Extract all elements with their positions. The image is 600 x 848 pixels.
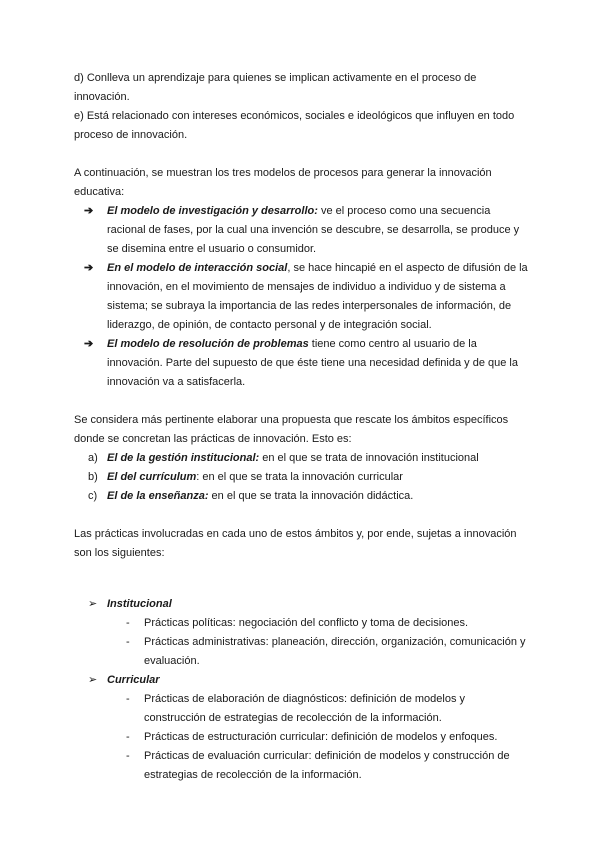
area-item-teaching <box>74 487 529 506</box>
practice-item <box>74 690 529 728</box>
practice-text: Prácticas de elaboración de diagnósticos: definición de modelos y construcción de estrategias de recolección de la información. <box>144 693 466 724</box>
model-text: ve el proceso como una secuencia racional de fases, por la cual una invención se descubre, se desarrolla, se produce y se disemina entre el usuario o consumidor. <box>107 205 520 255</box>
item-e: e) Está relacionado con intereses económicos, sociales e ideológicos que influyen en todo proceso de innovación. <box>74 110 515 141</box>
areas-intro: Se considera más pertinente elaborar una propuesta que rescate los ámbitos específicos donde se concretan las prácticas de innovación. Esto es: <box>74 414 509 445</box>
model-text: , se hace hincapié en el aspecto de difusión de la innovación, en el movimiento de mensajes de individuo a individuo y de sistema a sistema; se subraya la importancia de las redes interpersonales de información, de liderazgo, de opinión, de contacto personal y de integración social. <box>107 262 528 331</box>
area-item-curriculum <box>74 468 529 487</box>
area-item-institutional <box>74 449 529 468</box>
triangle-bullet-icon: ➢ <box>88 674 98 686</box>
item-d: d) Conlleva un aprendizaje para quienes se implican activamente en el proceso de innovación. <box>74 72 477 103</box>
practice-item <box>74 747 529 785</box>
model-item-research <box>74 202 529 259</box>
spacer <box>74 145 529 164</box>
list-marker: a) <box>88 452 98 464</box>
group-title: Institucional <box>107 598 172 610</box>
practices-intro: Las prácticas involucradas en cada uno de estos ámbitos y, por ende, sujetas a innovación son los siguientes: <box>74 528 517 559</box>
spacer <box>74 506 529 525</box>
area-label: El del currículum <box>107 471 197 483</box>
arrow-bullet-icon: ➔ <box>84 262 94 274</box>
model-label: El modelo de investigación y desarrollo: <box>107 205 318 217</box>
models-intro: A continuación, se muestran los tres modelos de procesos para generar la innovación educativa: <box>74 167 492 198</box>
arrow-bullet-icon: ➔ <box>84 205 94 217</box>
area-label: El de la gestión institucional: <box>107 452 260 464</box>
group-heading-curricular <box>74 671 529 690</box>
document-body <box>74 69 529 785</box>
area-text: : en el que se trata la innovación curricular <box>196 471 403 483</box>
spacer <box>74 563 529 595</box>
practice-text: Prácticas de estructuración curricular: definición de modelos y enfoques. <box>144 731 498 743</box>
practice-text: Prácticas administrativas: planeación, dirección, organización, comunicación y evaluación. <box>144 636 526 667</box>
area-text: en el que se trata de innovación institucional <box>259 452 479 464</box>
group-heading-institutional <box>74 595 529 614</box>
list-marker: c) <box>88 490 98 502</box>
model-label: El modelo de resolución de problemas <box>107 338 309 350</box>
area-text: en el que se trata la innovación didáctica. <box>208 490 414 502</box>
practice-text: Prácticas de evaluación curricular: definición de modelos y construcción de estrategias de recolección de la información. <box>144 750 510 781</box>
spacer <box>74 392 529 411</box>
dash-bullet: - <box>126 750 130 762</box>
model-item-problem <box>74 335 529 392</box>
dash-bullet: - <box>126 693 130 705</box>
area-label: El de la enseñanza: <box>107 490 209 502</box>
model-text: tiene como centro al usuario de la innovación. Parte del supuesto de que éste tiene una necesidad definida y de que la innovación va a satisfacerla. <box>107 338 518 388</box>
dash-bullet: - <box>126 617 130 629</box>
dash-bullet: - <box>126 731 130 743</box>
group-title: Curricular <box>107 674 160 686</box>
model-item-social <box>74 259 529 335</box>
practice-text: Prácticas políticas: negociación del conflicto y toma de decisiones. <box>144 617 469 629</box>
dash-bullet: - <box>126 636 130 648</box>
practice-item <box>74 728 529 747</box>
list-marker: b) <box>88 471 98 483</box>
practice-item <box>74 614 529 633</box>
triangle-bullet-icon: ➢ <box>88 598 98 610</box>
practice-item <box>74 633 529 671</box>
model-label: En el modelo de interacción social <box>107 262 288 274</box>
arrow-bullet-icon: ➔ <box>84 338 94 350</box>
